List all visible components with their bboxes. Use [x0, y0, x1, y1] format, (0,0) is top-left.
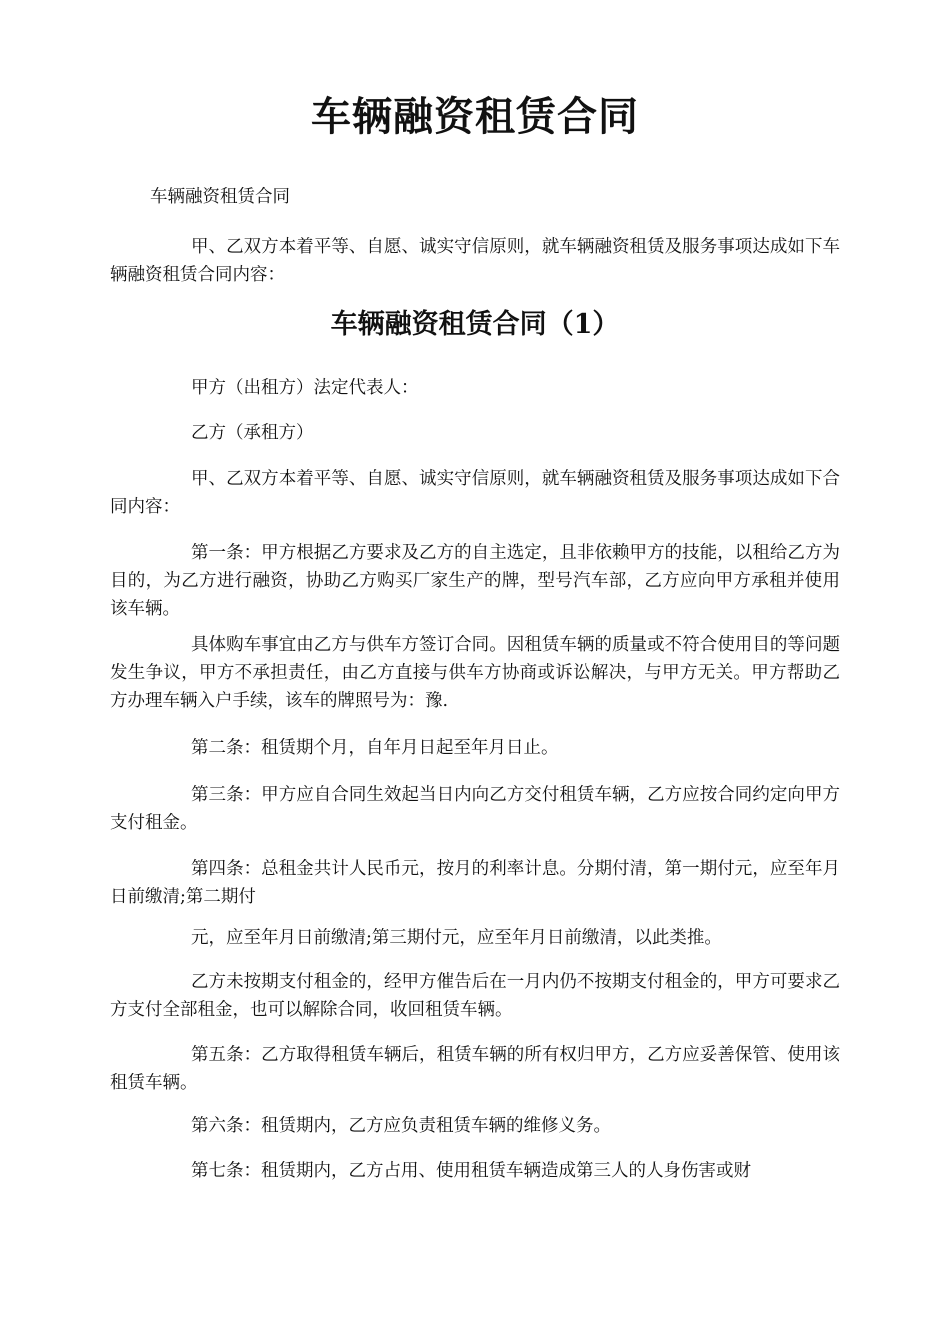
article-4-default: 乙方未按期支付租金的，经甲方催告后在一月内仍不按期支付租金的，甲方可要求乙方支付全部租金，也可以解除合同，收回租赁车辆。 [110, 972, 840, 1020]
intro-paragraph: 甲、乙双方本着平等、自愿、诚实守信原则，就车辆融资租赁及服务事项达成如下车辆融资租赁合同内容： [110, 237, 840, 285]
article-3: 第三条：甲方应自合同生效起当日内向乙方交付租赁车辆，乙方应按合同约定向甲方支付租金。 [110, 785, 840, 833]
document-title: 车辆融资租赁合同 [311, 94, 639, 140]
article-7: 第七条：租赁期内，乙方占用、使用租赁车辆造成第三人的人身伤害或财 [191, 1161, 751, 1181]
article-4: 第四条：总租金共计人民币元，按月的利率计息。分期付清，第一期付元，应至年月日前缴清;第二期付 [110, 859, 840, 907]
article-4-continued: 元，应至年月日前缴清;第三期付元，应至年月日前缴清，以此类推。 [191, 928, 722, 948]
party-b: 乙方（承租方） [191, 423, 314, 443]
article-6: 第六条：租赁期内，乙方应负责租赁车辆的维修义务。 [191, 1116, 611, 1136]
article-1-detail: 具体购车事宜由乙方与供车方签订合同。因租赁车辆的质量或不符合使用目的等问题发生争议，甲方不承担责任，由乙方直接与供车方协商或诉讼解决，与甲方无关。甲方帮助乙方办理车辆入户手续，该车的牌照号为：豫. [110, 635, 840, 711]
article-1: 第一条：甲方根据乙方要求及乙方的自主选定，且非依赖甲方的技能，以租给乙方为目的，为乙方进行融资，协助乙方购买厂家生产的牌，型号汽车部，乙方应向甲方承租并使用该车辆。 [110, 543, 840, 619]
contract-subtitle: 车辆融资租赁合同（1） [330, 309, 620, 340]
intro-label: 车辆融资租赁合同 [150, 187, 290, 207]
party-a: 甲方（出租方）法定代表人： [191, 378, 419, 398]
article-5: 第五条：乙方取得租赁车辆后，租赁车辆的所有权归甲方，乙方应妥善保管、使用该租赁车辆。 [110, 1045, 840, 1093]
article-2: 第二条：租赁期个月，自年月日起至年月日止。 [191, 738, 559, 758]
preamble-paragraph: 甲、乙双方本着平等、自愿、诚实守信原则，就车辆融资租赁及服务事项达成如下合同内容： [110, 469, 840, 517]
